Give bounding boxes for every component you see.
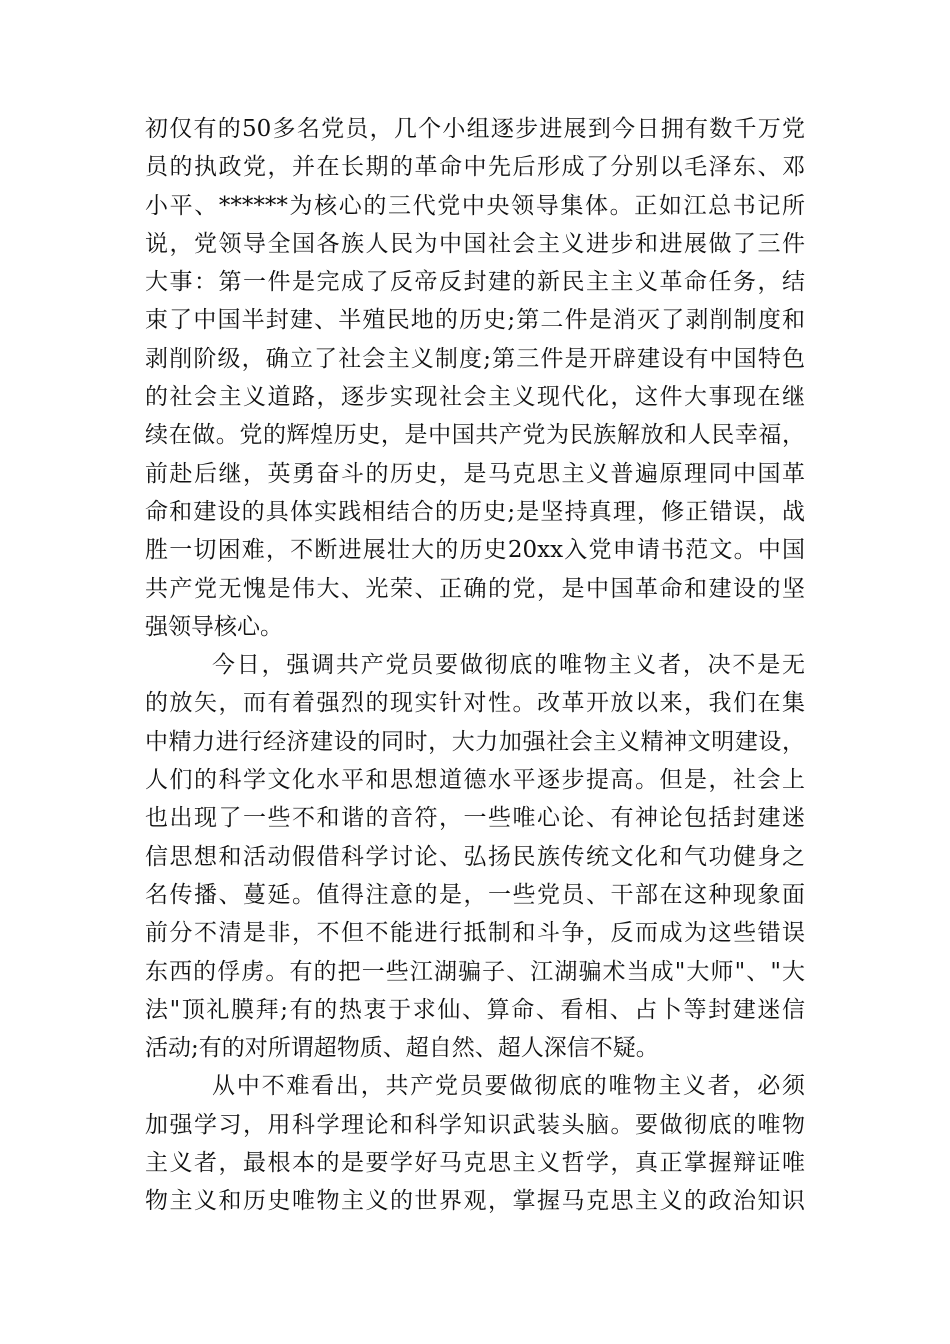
text-line: 法"顶礼膜拜;有的热衷于求仙、算命、看相、占卜等封建迷信	[145, 996, 805, 1023]
paragraph	[145, 110, 805, 646]
text-line: 共产党无愧是伟大、光荣、正确的党，是中国革命和建设的坚	[145, 575, 805, 602]
text-line: 今日，强调共产党员要做彻底的唯物主义者，决不是无	[212, 652, 805, 679]
text-line: 小平、******为核心的三代党中央领导集体。正如江总书记所	[145, 192, 805, 219]
text-line: 也出现了一些不和谐的音符，一些唯心论、有神论包括封建迷	[145, 805, 805, 832]
text-line: 大事：第一件是完成了反帝反封建的新民主主义革命任务，结	[145, 269, 805, 296]
paragraph	[145, 646, 805, 1067]
text-line: 员的执政党，并在长期的革命中先后形成了分别以毛泽东、邓	[145, 154, 805, 181]
text-line: 剥削阶级，确立了社会主义制度;第三件是开辟建设有中国特色	[145, 345, 805, 372]
body-text	[145, 110, 805, 1221]
text-line: 说，党领导全国各族人民为中国社会主义进步和进展做了三件	[145, 230, 805, 257]
text-line: 前分不清是非，不但不能进行抵制和斗争，反而成为这些错误	[145, 920, 805, 947]
text-line: 从中不难看出，共产党员要做彻底的唯物主义者，必须	[212, 1073, 805, 1100]
text-line: 的社会主义道路，逐步实现社会主义现代化，这件大事现在继	[145, 384, 805, 411]
text-line: 加强学习，用科学理论和科学知识武装头脑。要做彻底的唯物	[145, 1111, 805, 1138]
text-line: 东西的俘虏。有的把一些江湖骗子、江湖骗术当成"大师"、"大	[145, 958, 805, 985]
text-line: 续在做。党的辉煌历史，是中国共产党为民族解放和人民幸福，	[145, 422, 805, 449]
text-line: 胜一切困难，不断进展壮大的历史20xx入党申请书范文。中国	[145, 537, 805, 564]
text-line: 信思想和活动假借科学讨论、弘扬民族传统文化和气功健身之	[145, 843, 805, 870]
text-line: 强领导核心。	[145, 613, 283, 640]
text-line: 物主义和历史唯物主义的世界观，掌握马克思主义的政治知识	[145, 1188, 805, 1215]
text-line: 人们的科学文化水平和思想道德水平逐步提高。但是，社会上	[145, 767, 805, 794]
text-line: 活动;有的对所谓超物质、超自然、超人深信不疑。	[145, 1035, 659, 1062]
text-line: 初仅有的50多名党员，几个小组逐步进展到今日拥有数千万党	[145, 116, 805, 142]
text-line: 束了中国半封建、半殖民地的历史;第二件是消灭了剥削制度和	[145, 307, 805, 334]
text-line: 名传播、蔓延。值得注意的是，一些党员、干部在这种现象面	[145, 881, 805, 908]
paragraph	[145, 1067, 805, 1220]
text-line: 的放矢，而有着强烈的现实针对性。改革开放以来，我们在集	[145, 690, 805, 717]
text-line: 中精力进行经济建设的同时，大力加强社会主义精神文明建设，	[145, 728, 805, 755]
text-line: 前赴后继，英勇奋斗的历史，是马克思主义普遍原理同中国革	[145, 460, 805, 487]
text-line: 命和建设的具体实践相结合的历史;是坚持真理，修正错误，战	[145, 498, 805, 525]
text-line: 主义者，最根本的是要学好马克思主义哲学，真正掌握辩证唯	[145, 1150, 805, 1177]
